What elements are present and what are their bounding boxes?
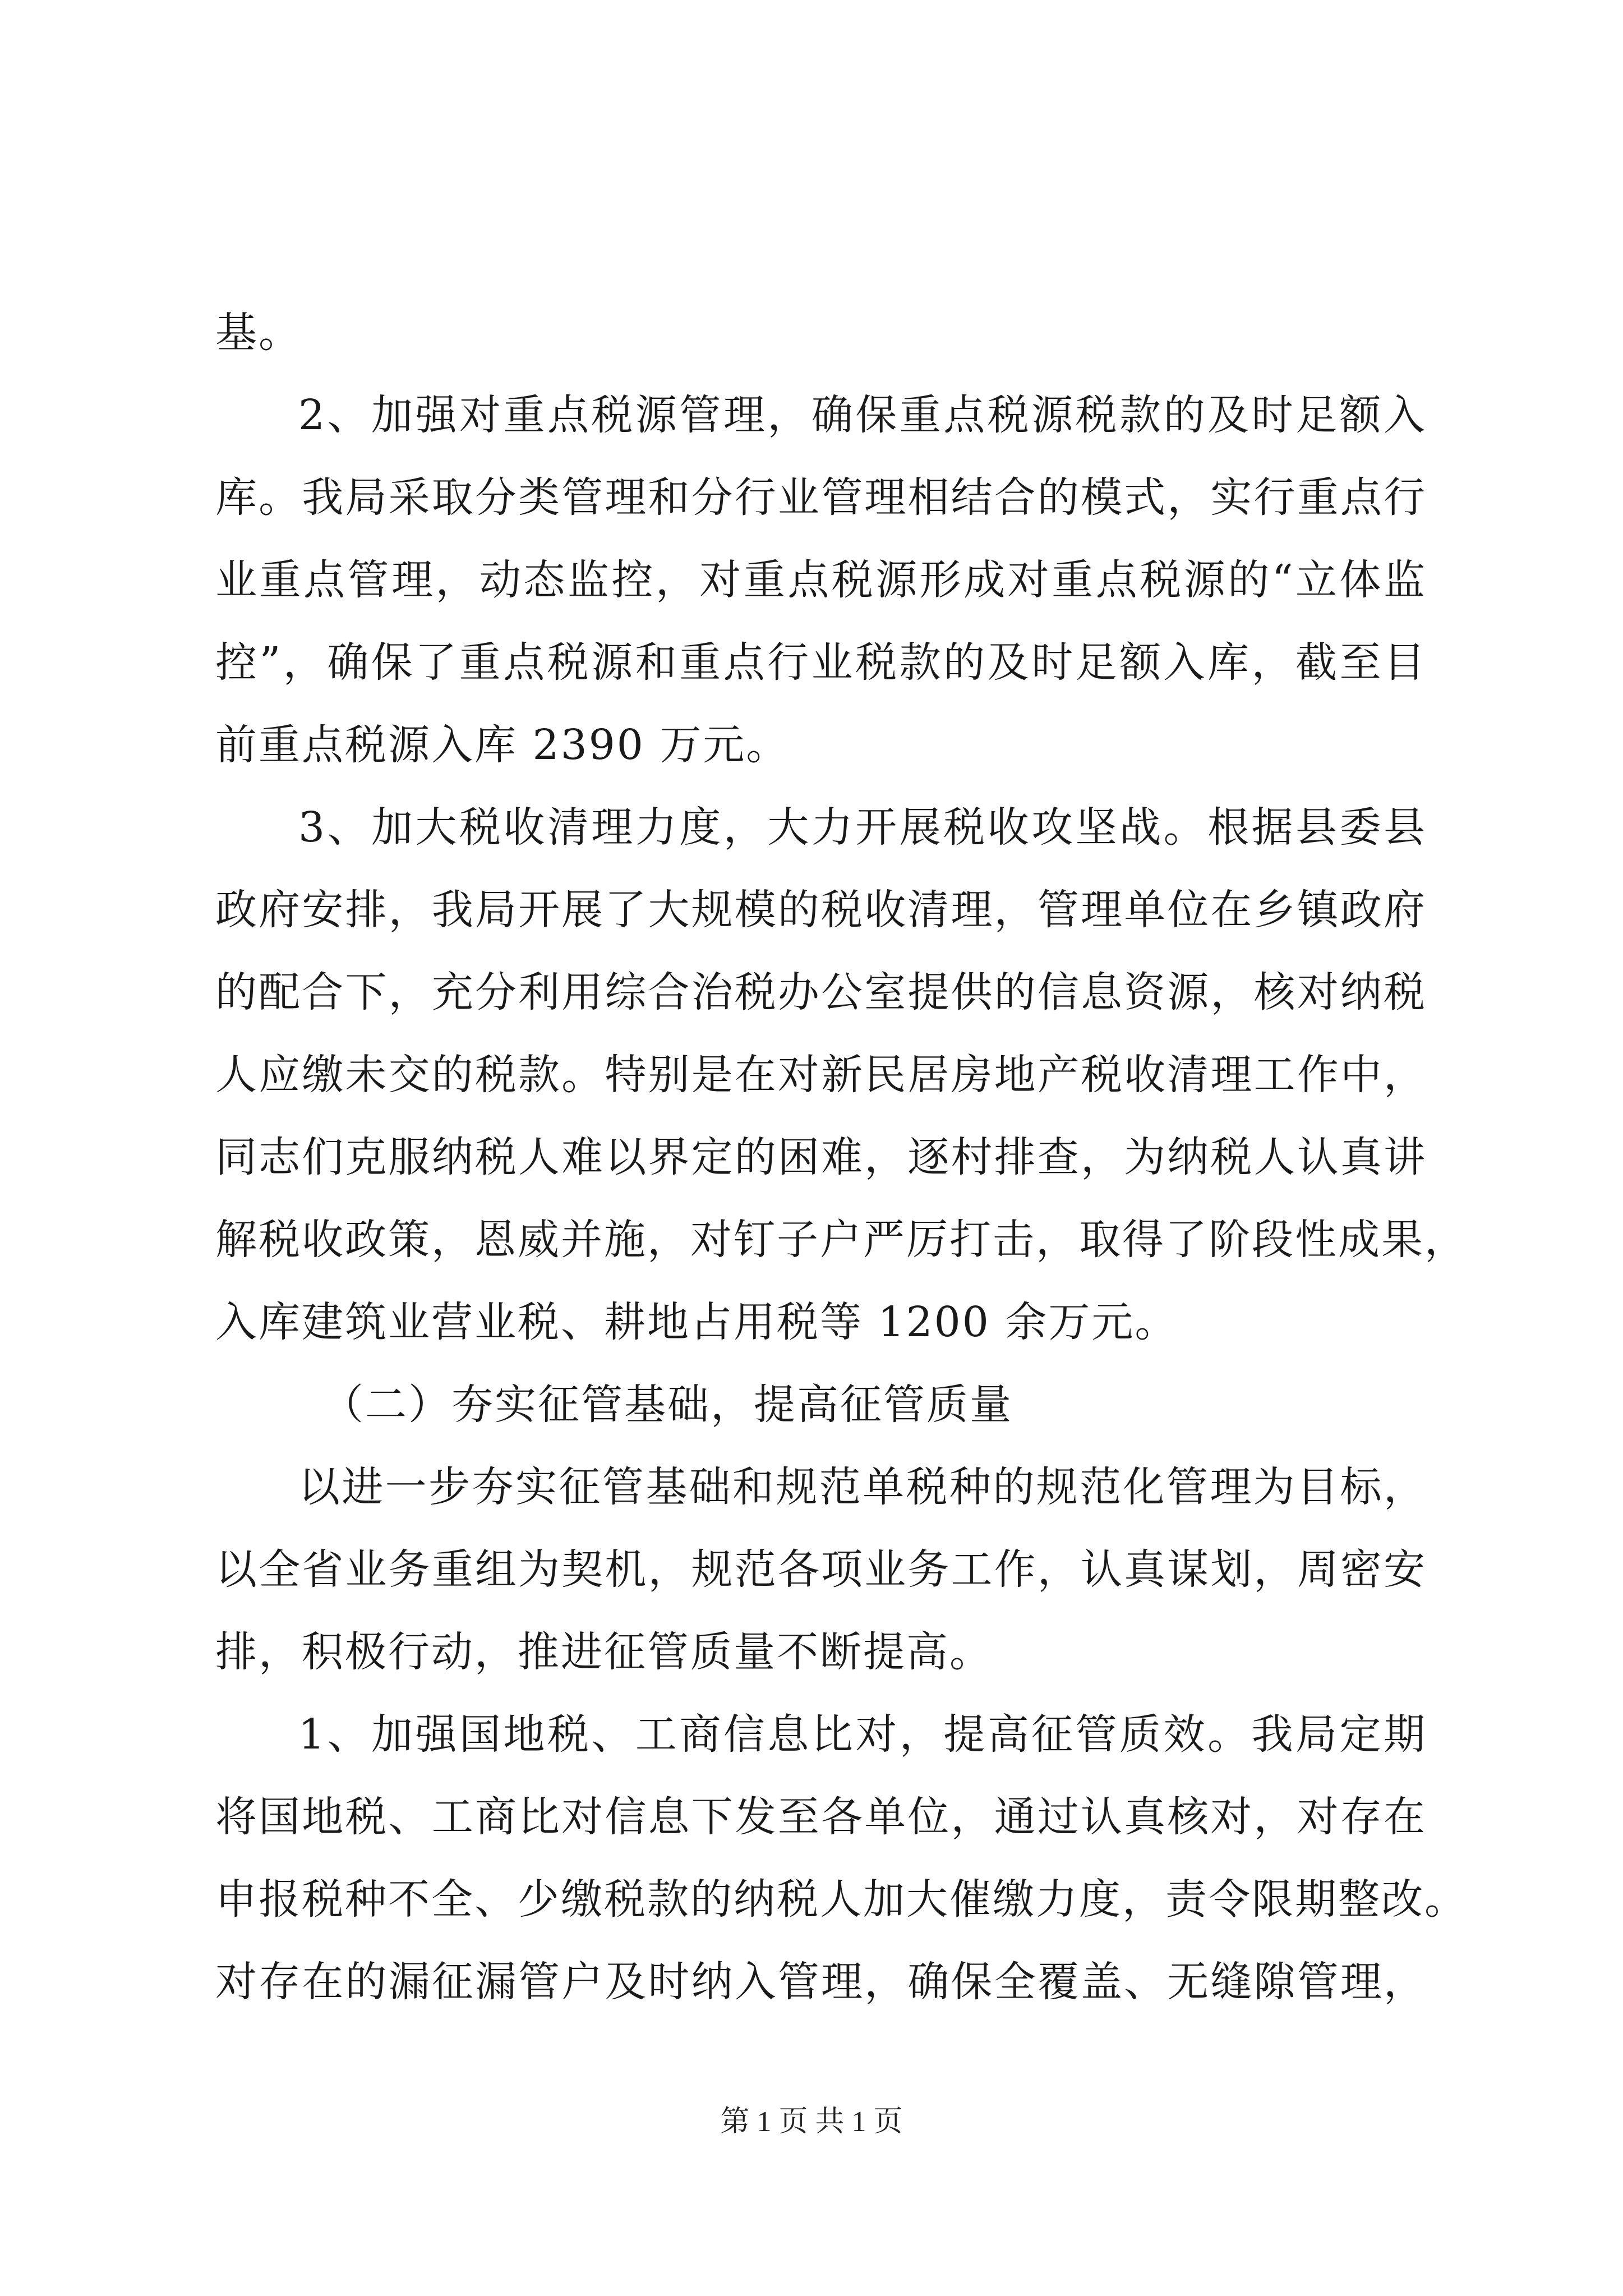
- document-body: [215, 292, 1468, 2023]
- text-line: 入库建筑业营业税、耕地占用税等 1200 余万元。: [215, 1298, 1178, 1346]
- text-line: 同志们克服纳税人难以界定的困难，逐村排查，为纳税人认真讲: [215, 1133, 1427, 1181]
- text-line: 前重点税源入库 2390 万元。: [215, 721, 790, 769]
- text-line: 控”，确保了重点税源和重点行业税款的及时足额入库，截至目: [215, 638, 1427, 687]
- text-line: 库。我局采取分类管理和分行业管理相结合的模式，实行重点行: [215, 473, 1427, 522]
- text-line: 的配合下，充分利用综合治税办公室提供的信息资源，核对纳税: [215, 968, 1427, 1016]
- text-line: 将国地税、工商比对信息下发至各单位，通过认真核对，对存在: [215, 1793, 1427, 1841]
- text-line: 业重点管理，动态监控，对重点税源形成对重点税源的“立体监: [215, 556, 1427, 604]
- text-line: 以进一步夯实征管基础和规范单税种的规范化管理为目标，: [298, 1463, 1427, 1511]
- text-line: 1、加强国地税、工商信息比对，提高征管质效。我局定期: [298, 1710, 1427, 1759]
- text-line: 3、加大税收清理力度，大力开展税收攻坚战。根据县委县: [298, 803, 1427, 852]
- text-line: 解税收政策，恩威并施，对钉子户严厉打击，取得了阶段性成果，: [215, 1216, 1468, 1264]
- text-line: 政府安排，我局开展了大规模的税收清理，管理单位在乡镇政府: [215, 886, 1427, 934]
- text-line: 基。: [215, 309, 302, 357]
- text-line: 排，积极行动，推进征管质量不断提高。: [215, 1628, 993, 1676]
- section-heading: （二）夯实征管基础，提高征管质量: [322, 1381, 1013, 1429]
- text-line: 对存在的漏征漏管户及时纳入管理，确保全覆盖、无缝隙管理，: [215, 1958, 1427, 2006]
- text-line: 以全省业务重组为契机，规范各项业务工作，认真谋划，周密安: [215, 1545, 1427, 1594]
- text-line: 2、加强对重点税源管理，确保重点税源税款的及时足额入: [298, 391, 1427, 439]
- text-line: 申报税种不全、少缴税款的纳税人加大催缴力度，责令限期整改。: [215, 1875, 1468, 1924]
- text-line: 人应缴未交的税款。特别是在对新民居房地产税收清理工作中，: [215, 1051, 1427, 1099]
- page-number-footer: 第 1 页 共 1 页: [720, 2106, 903, 2138]
